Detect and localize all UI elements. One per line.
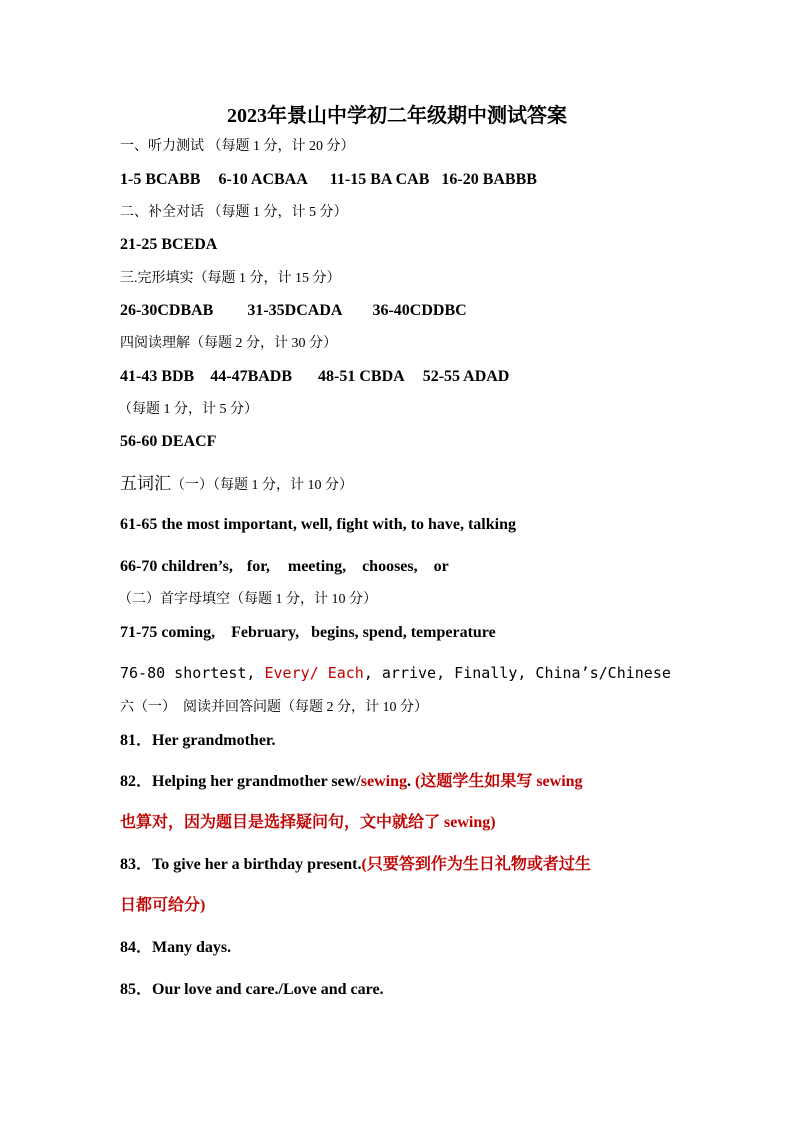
answer-group: 16-20 BABBB bbox=[441, 171, 537, 188]
answer-83 bbox=[120, 857, 591, 873]
section-2-heading: 二、补全对话 （每题 1 分，计 5 分） bbox=[120, 205, 348, 220]
answer-group: 36-40CDDBC bbox=[372, 302, 467, 319]
section-1-heading: 一、听力测试 （每题 1 分，计 20 分） bbox=[120, 139, 355, 154]
answer-group: 1-5 BCABB bbox=[120, 171, 201, 188]
answer-group: or bbox=[433, 558, 449, 575]
answer-text-highlight: sewing bbox=[360, 773, 407, 790]
answer-text: . bbox=[406, 773, 411, 790]
section-5-row-76-80 bbox=[120, 666, 671, 681]
answer-group: begins, spend, temperature bbox=[311, 624, 496, 641]
section-4-sub-heading: （每题 1 分，计 5 分） bbox=[118, 402, 258, 417]
section-5-row-66-70 bbox=[120, 559, 449, 575]
answer-group: chooses, bbox=[362, 558, 418, 575]
section-4-sub-answers: 56-60 DEACF bbox=[120, 433, 217, 450]
answer-group: 52-55 ADAD bbox=[422, 368, 510, 385]
answer-81: 81．Her grandmother. bbox=[120, 732, 276, 749]
answer-group: 31-35DCADA bbox=[247, 302, 343, 319]
answer-group: 71-75 coming, bbox=[120, 624, 216, 641]
section-5-title: 五词汇 bbox=[120, 474, 171, 493]
answer-group: February, bbox=[231, 624, 300, 641]
answer-group: 26-30CDBAB bbox=[120, 302, 214, 319]
section-5-part-1-label: （一）（每题 1 分，计 10 分） bbox=[171, 478, 353, 493]
answer-group: 48-51 CBDA bbox=[318, 368, 405, 385]
section-3-heading: 三.完形填实（每题 1 分，计 15 分） bbox=[120, 271, 341, 286]
answer-text: , arrive, Finally, China’s/Chinese bbox=[363, 664, 671, 682]
answer-85: 85．Our love and care./Love and care. bbox=[120, 981, 384, 998]
answer-group: 44-47BADB bbox=[210, 368, 293, 385]
section-6-heading: 六（一） 阅读并回答问题（每题 2 分，计 10 分） bbox=[120, 700, 428, 715]
grading-note: (只要答到作为生日礼物或者过生 bbox=[361, 856, 591, 873]
answer-group: meeting, bbox=[287, 558, 347, 575]
answer-group: 66-70 children’s, bbox=[120, 558, 233, 575]
section-4-answers bbox=[120, 369, 509, 385]
answer-group: 41-43 BDB bbox=[120, 368, 195, 385]
section-5-row-71-75 bbox=[120, 625, 496, 641]
answer-82-note: 也算对，因为题目是选择疑问句，文中就给了 sewing) bbox=[120, 814, 496, 831]
answer-group: for, bbox=[246, 558, 270, 575]
answer-group: 11-15 BA CAB bbox=[329, 171, 430, 188]
grading-note: (这题学生如果写 sewing bbox=[410, 773, 583, 790]
answer-text: 83．To give her a birthday present. bbox=[120, 856, 362, 873]
answer-83-note: 日都可给分) bbox=[120, 897, 206, 914]
answer-84: 84．Many days. bbox=[120, 939, 232, 956]
answer-text-highlight: Every/ Each bbox=[264, 664, 364, 682]
section-5-row-61-65: 61-65 the most important, well, fight with, to have, talking bbox=[120, 516, 516, 533]
section-1-answers bbox=[120, 172, 537, 188]
answer-text: 82．Helping her grandmother sew/ bbox=[120, 773, 361, 790]
section-5-part-2-heading: （二）首字母填空（每题 1 分，计 10 分） bbox=[118, 592, 377, 607]
answer-text: 76-80 shortest, bbox=[120, 664, 265, 682]
answer-group: 6-10 ACBAA bbox=[218, 171, 308, 188]
section-2-answers: 21-25 BCEDA bbox=[120, 236, 218, 253]
section-3-answers bbox=[120, 303, 467, 319]
answer-82 bbox=[120, 774, 583, 790]
section-5-heading bbox=[120, 475, 353, 493]
page-title: 2023年景山中学初二年级期中测试答案 bbox=[227, 105, 567, 127]
section-4-heading: 四阅读理解（每题 2 分，计 30 分） bbox=[120, 336, 337, 351]
